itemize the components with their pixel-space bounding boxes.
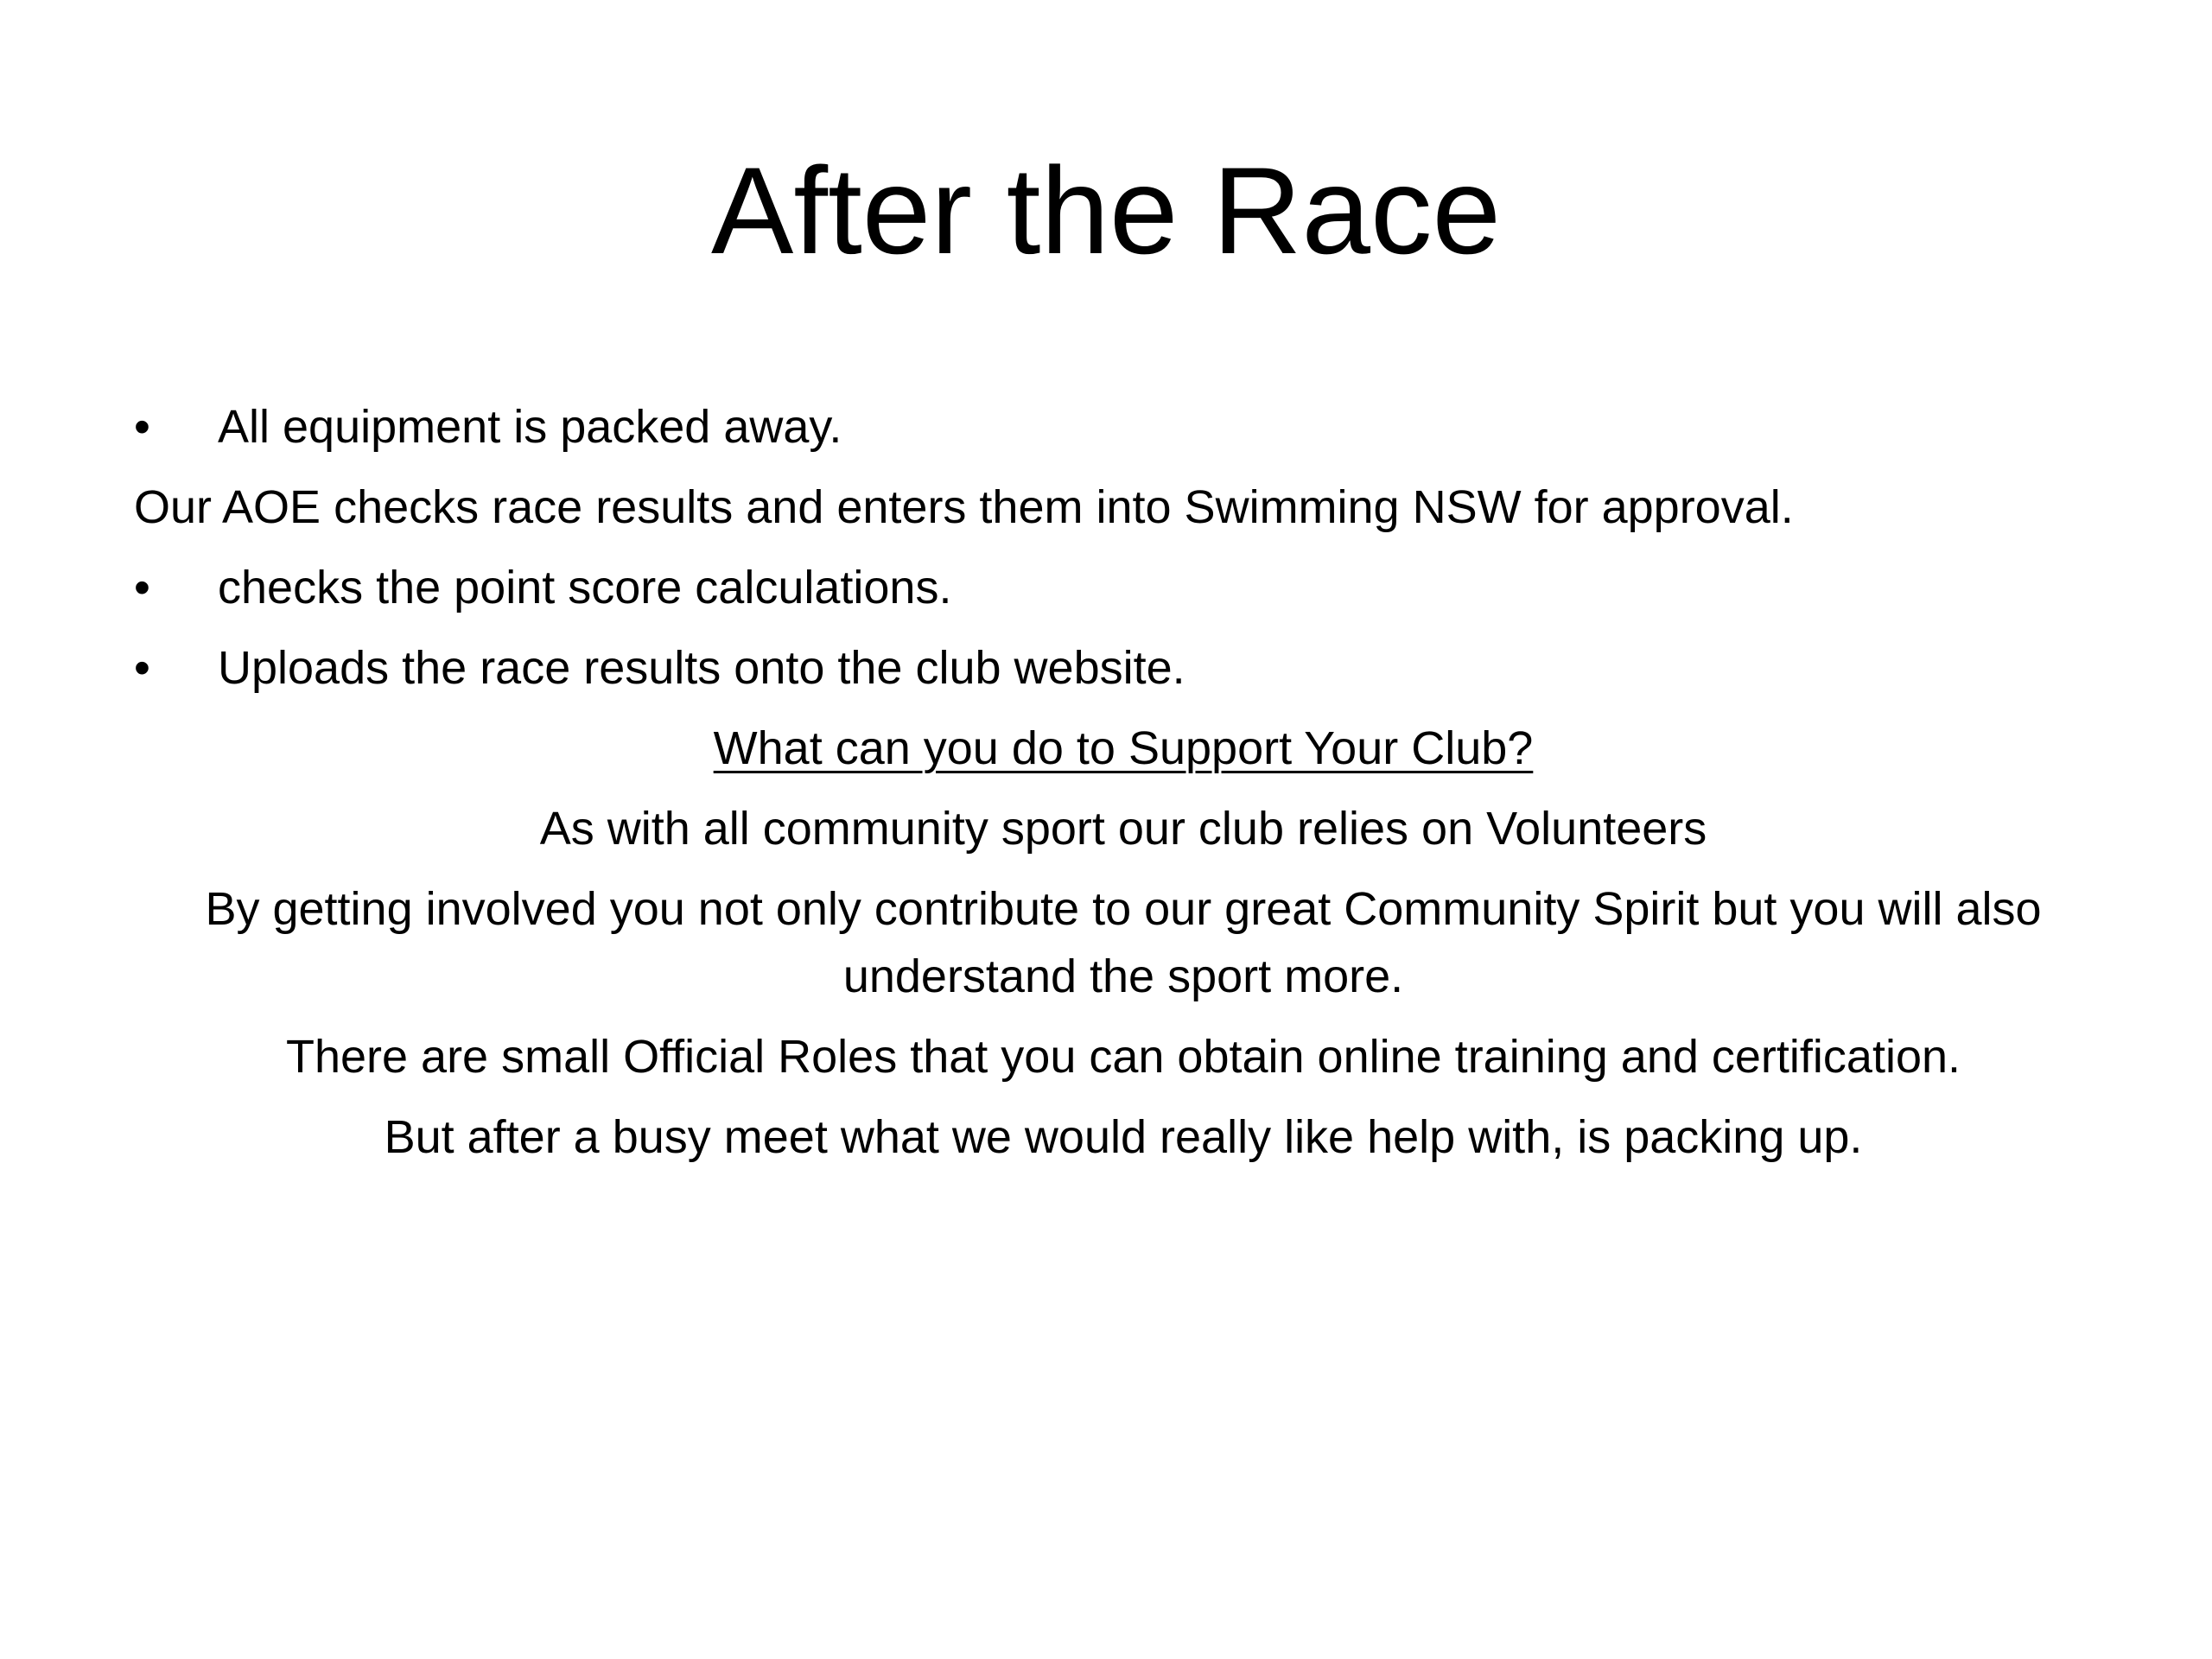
- official-roles-paragraph: There are small Official Roles that you can obtain online training and certification.: [285, 1031, 1961, 1083]
- support-heading-line: [134, 715, 2113, 782]
- bullet-item-point-score: [134, 554, 2113, 621]
- bullet-mark: •: [134, 562, 150, 613]
- aoe-checks-paragraph: Our AOE checks race results and enters them into Swimming NSW for approval.: [134, 481, 1794, 533]
- slide-body: [134, 393, 2113, 1184]
- slide-title: After the Race: [710, 143, 1502, 280]
- bullet-item-upload-results: [134, 634, 2113, 702]
- bullet-mark: •: [134, 401, 150, 453]
- packing-up-paragraph: But after a busy meet what we would really like help with, is packing up.: [384, 1111, 1863, 1163]
- volunteers-paragraph: As with all community sport our club relies on Volunteers: [539, 803, 1707, 855]
- bullet-text: All equipment is packed away.: [218, 401, 842, 453]
- bullet-mark: •: [134, 642, 150, 694]
- support-heading: What can you do to Support Your Club?: [713, 722, 1534, 774]
- bullet-text: checks the point score calculations.: [218, 562, 952, 613]
- community-spirit-paragraph: By getting involved you not only contribute to our great Community Spirit but you will also understand the sport more.: [205, 883, 2042, 1002]
- bullet-text: Uploads the race results onto the club website.: [218, 642, 1185, 694]
- bullet-item-equipment: [134, 393, 2113, 461]
